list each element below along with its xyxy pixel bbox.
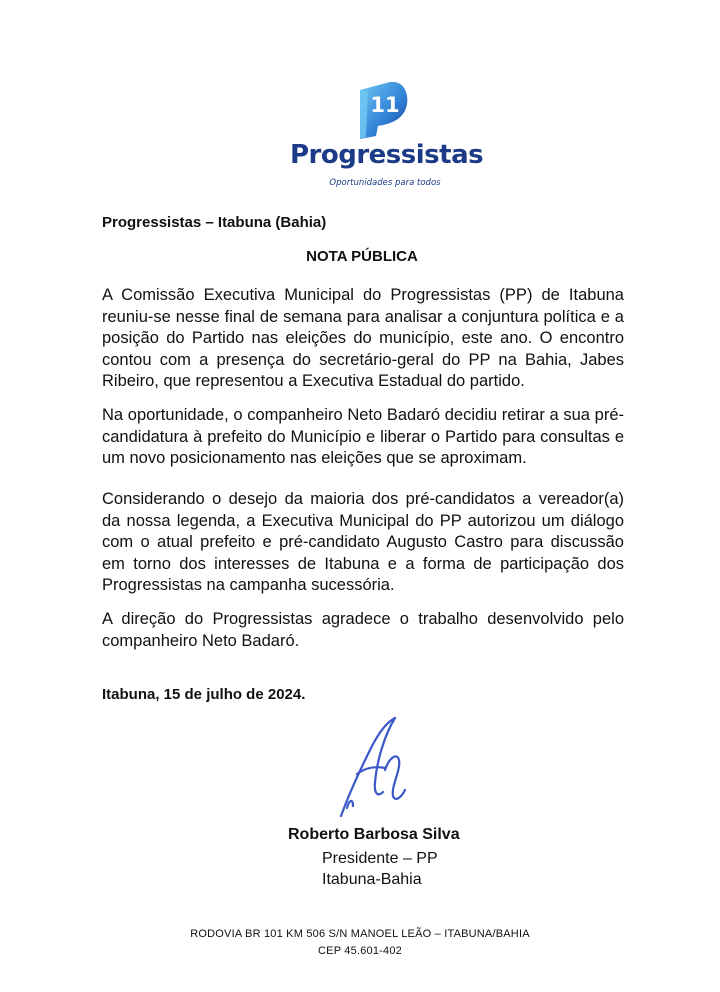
document-title: NOTA PÚBLICA — [306, 248, 418, 265]
body-paragraph: A Comissão Executiva Municipal do Progressistas (PP) de Itabuna reuniu-se nesse final de semana para analisar a conjuntura política e a posição do Partido nas eleições do município, este ano. O encontro contou com a presença do secretário-geral do PP na Bahia, Jabes Ribeiro, que representou a Executiva Estadual do partido. — [102, 286, 624, 390]
signer-role: Presidente – PP — [322, 850, 438, 867]
document-date: Itabuna, 15 de julho de 2024. — [102, 686, 306, 703]
party-logo — [290, 78, 484, 196]
footer-address: RODOVIA BR 101 KM 506 S/N MANOEL LEÃO – ITABUNA/BAHIA — [190, 928, 530, 940]
body-paragraph: Na oportunidade, o companheiro Neto Badaró decidiu retirar a sua pré-candidatura à prefeito do Município e liberar o Partido para consultas e um novo posicionamento nas eleições que se aproximam. — [102, 406, 624, 467]
party-name: Progressistas — [290, 140, 484, 170]
signer-name: Roberto Barbosa Silva — [288, 826, 460, 843]
signer-place: Itabuna-Bahia — [322, 871, 422, 888]
body-paragraph: A direção do Progressistas agradece o trabalho desenvolvido pelo companheiro Neto Badaró. — [102, 610, 624, 650]
footer-postal-code: CEP 45.601-402 — [318, 945, 402, 957]
organization-heading: Progressistas – Itabuna (Bahia) — [102, 214, 327, 231]
handwritten-signature — [335, 712, 415, 822]
party-tagline: Oportunidades para todos — [329, 178, 441, 188]
party-number: 11 — [370, 93, 400, 117]
body-paragraph: Considerando o desejo da maioria dos pré-candidatos a vereador(a) da nossa legenda, a Executiva Municipal do PP autorizou um diálogo com o atual prefeito e pré-candidato Augusto Castro para discussão em torno dos interesses de Itabuna e a forma de participação dos Progressistas na campanha sucessória. — [102, 490, 624, 594]
party-p-emblem-icon — [350, 78, 412, 140]
